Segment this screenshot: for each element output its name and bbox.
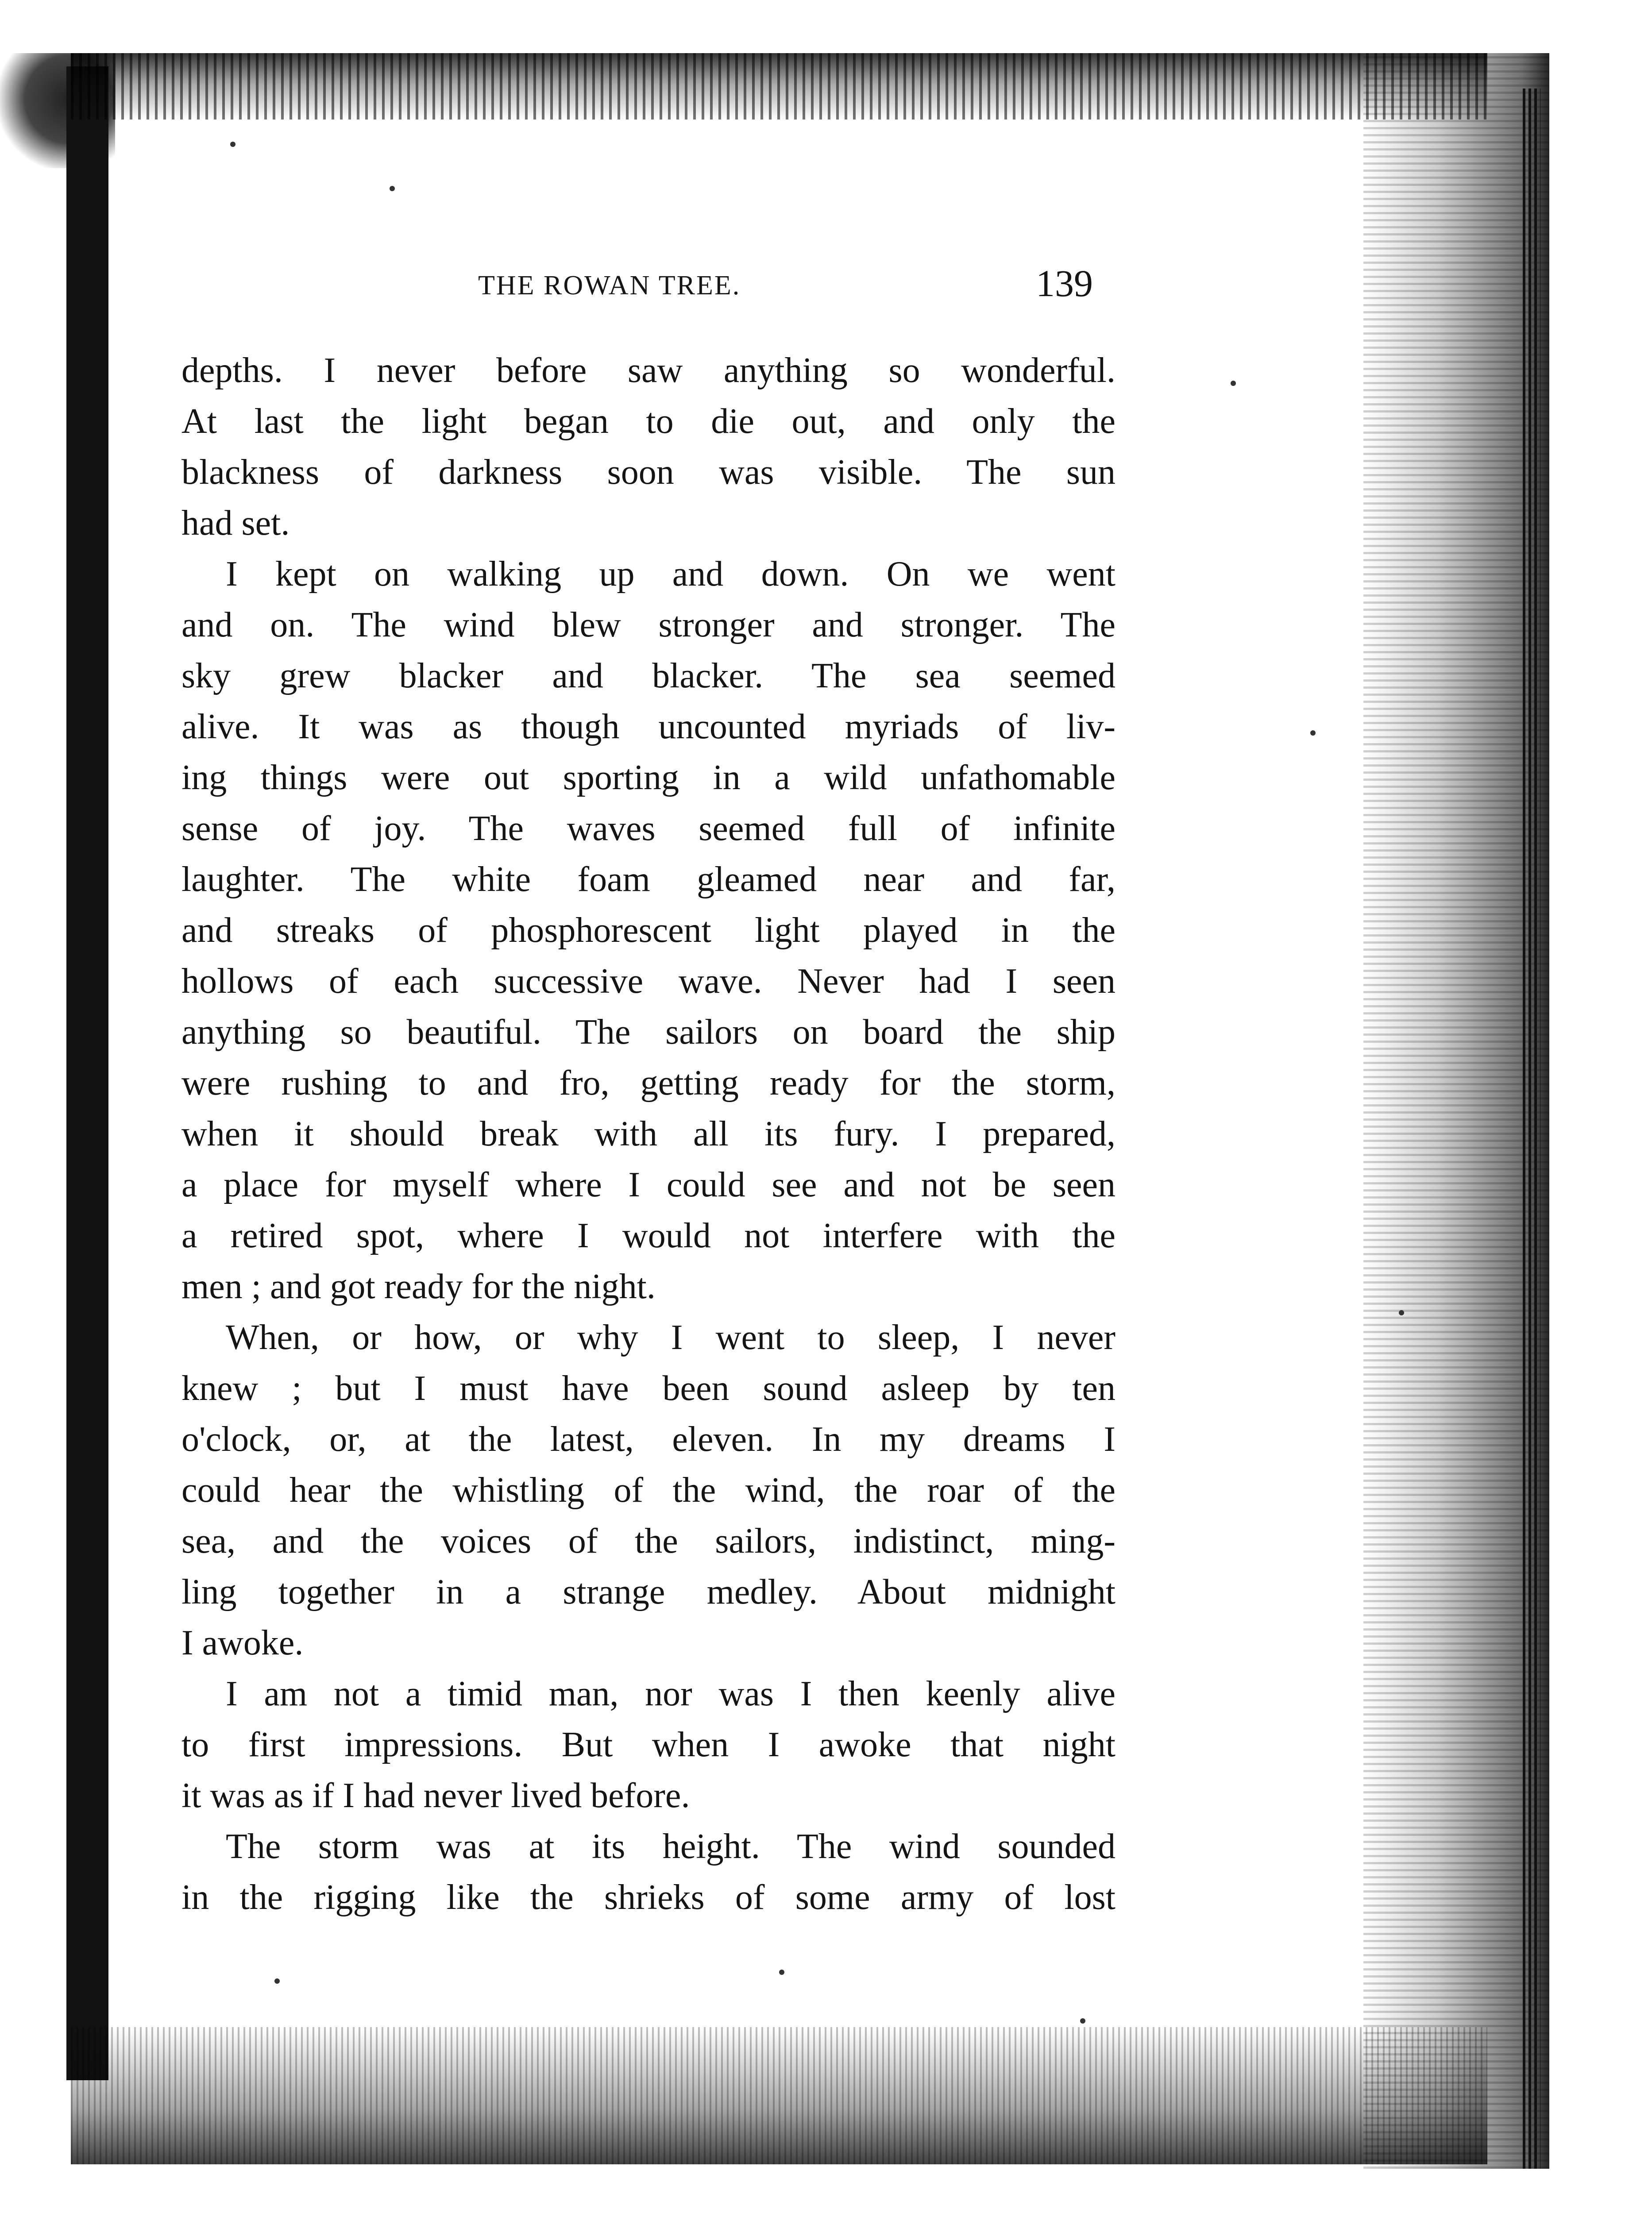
text-line: a retired spot, where I would not interfere with the [181,1216,1115,1255]
right-edge-shadow [1363,53,1549,2169]
text-line: o'clock, or, at the latest, eleven. In my dreams I [181,1420,1115,1459]
scan-speck [1310,730,1316,736]
text-line: At last the light began to die out, and only the [181,402,1115,441]
text-line: alive. It was as though uncounted myriads of liv- [181,707,1115,746]
text-line: When, or how, or why I went to sleep, I never [226,1318,1115,1357]
bottom-edge-shadow [71,2027,1487,2164]
text-line: to first impressions. But when I awoke that night [181,1725,1115,1764]
page-stack-edge [1523,89,1540,2169]
text-line: knew ; but I must have been sound asleep by ten [181,1369,1115,1408]
text-line: I kept on walking up and down. On we went [226,555,1115,594]
text-line: blackness of darkness soon was visible. The sun [181,453,1115,492]
text-line: sea, and the voices of the sailors, indistinct, ming- [181,1522,1115,1561]
page-number: 139 [1036,262,1093,305]
text-line: laughter. The white foam gleamed near and far, [181,860,1115,899]
text-line: when it should break with all its fury. I prepared, [181,1114,1115,1153]
text-line: I awoke. [181,1623,304,1662]
scan-speck [1080,2018,1085,2024]
body-text [181,345,1115,1923]
scan-speck [274,1978,280,1984]
top-edge-shadow [71,53,1487,120]
text-line: The storm was at its height. The wind sounded [226,1827,1115,1866]
text-line: hollows of each successive wave. Never had I seen [181,962,1115,1001]
text-line: sky grew blacker and blacker. The sea seemed [181,656,1115,695]
text-line: and on. The wind blew stronger and stronger. The [181,605,1115,644]
text-line: ling together in a strange medley. About midnight [181,1573,1115,1612]
text-line: had set. [181,504,290,543]
text-line: could hear the whistling of the wind, the roar of the [181,1471,1115,1510]
text-line: in the rigging like the shrieks of some army of lost [181,1878,1115,1917]
text-line: were rushing to and fro, getting ready for the storm, [181,1064,1115,1103]
scan-speck [1231,381,1236,386]
text-line: depths. I never before saw anything so wonderful. [181,351,1115,390]
text-line: men ; and got ready for the night. [181,1267,656,1306]
text-line: a place for myself where I could see and not be seen [181,1165,1115,1204]
scan-speck [230,142,235,147]
scan-speck [779,1970,784,1975]
text-line: I am not a timid man, nor was I then keenly alive [226,1674,1115,1713]
text-line: anything so beautiful. The sailors on board the ship [181,1013,1115,1052]
scan-speck [1399,1310,1404,1315]
binding-edge [66,66,108,2080]
running-head: THE ROWAN TREE. [478,270,741,301]
text-line: it was as if I had never lived before. [181,1776,690,1815]
text-line: sense of joy. The waves seemed full of infinite [181,809,1115,848]
text-line: ing things were out sporting in a wild unfathomable [181,758,1115,797]
scan-speck [390,186,395,191]
text-line: and streaks of phosphorescent light played in the [181,911,1115,950]
